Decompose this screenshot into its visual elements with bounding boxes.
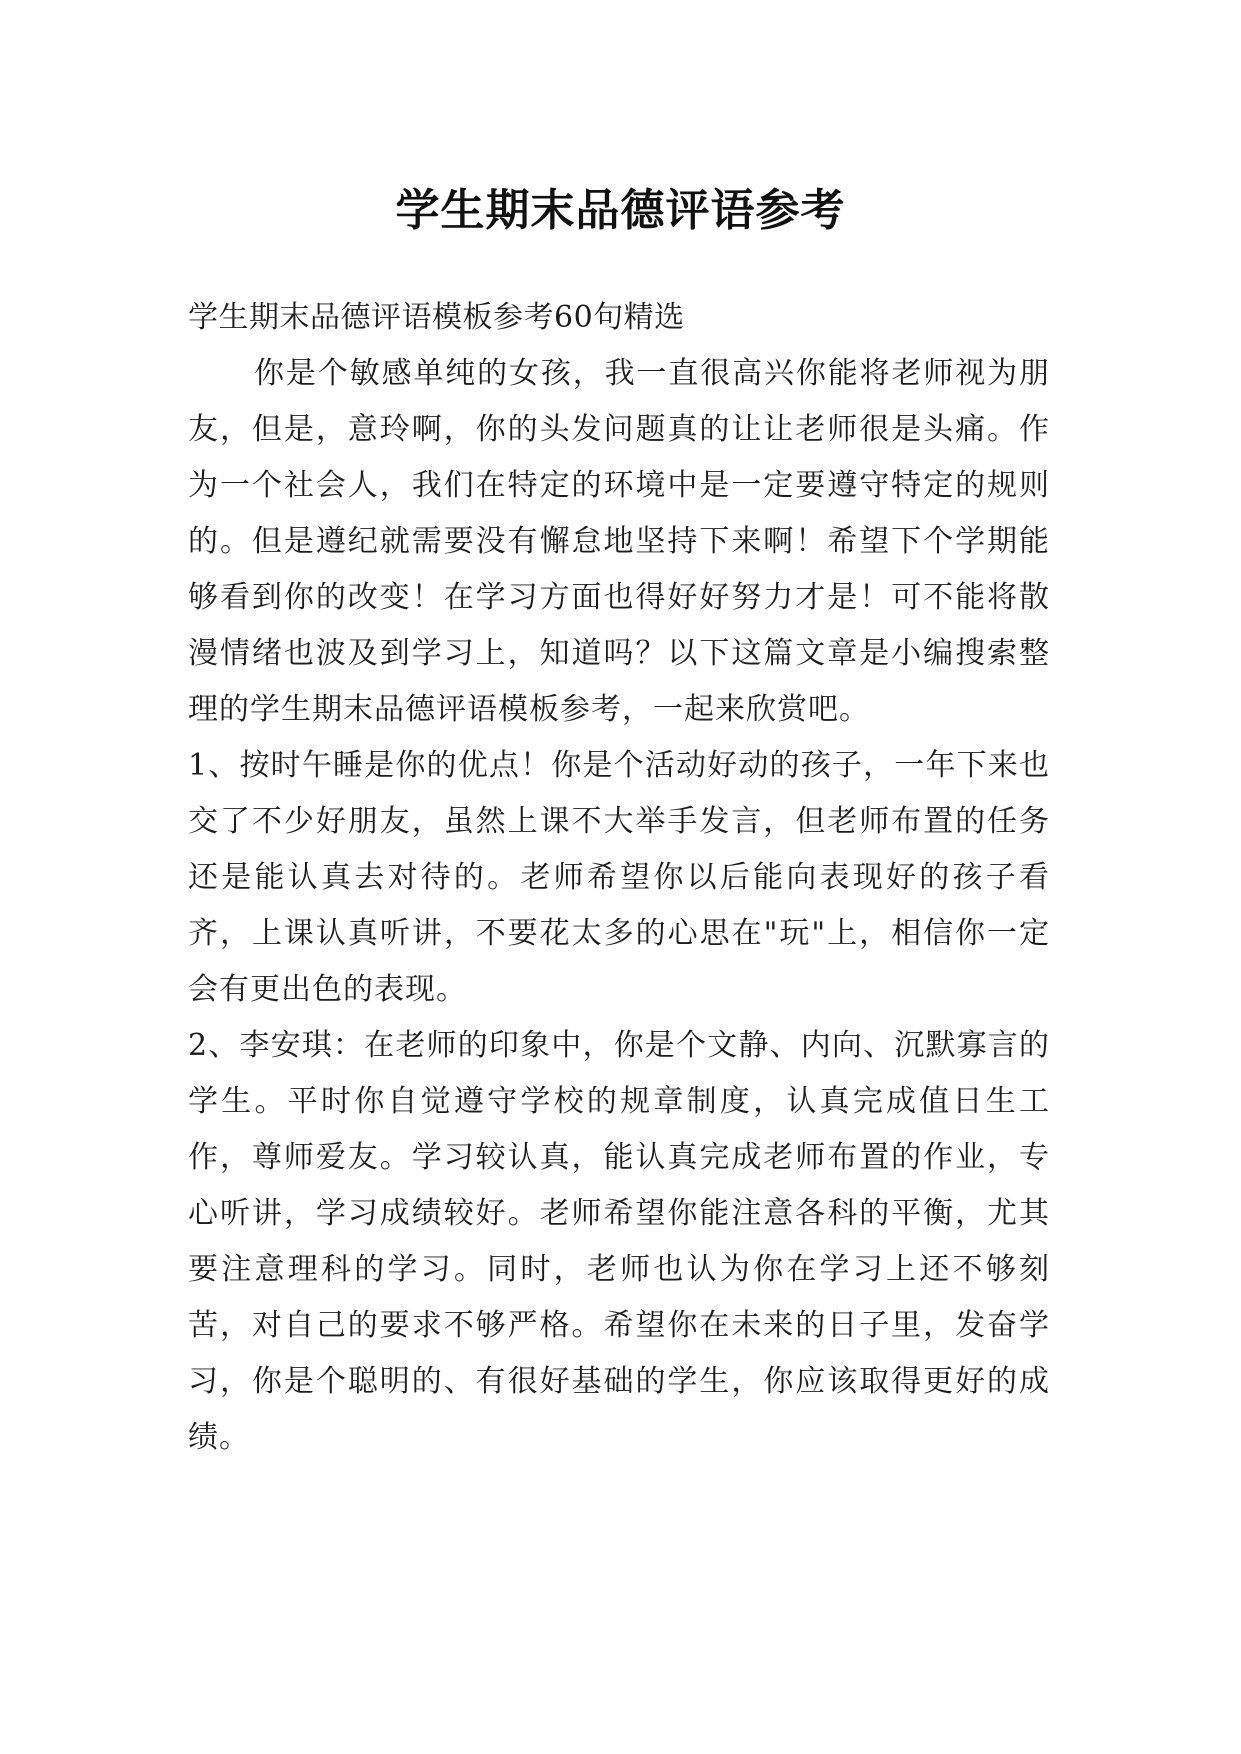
document-body — [188, 290, 1050, 1466]
comment-item-2: 2、李安琪：在老师的印象中，你是个文静、内向、沉默寡言的学生。平时你自觉遵守学校的规章制度，认真完成值日生工作，尊师爱友。学习较认真，能认真完成老师布置的作业，专心听讲，学习成绩较好。老师希望你能注意各科的平衡，尤其要注意理科的学习。同时，老师也认为你在学习上还不够刻苦，对自己的要求不够严格。希望你在未来的日子里，发奋学习，你是个聪明的、有很好基础的学生，你应该取得更好的成绩。 — [188, 1028, 1050, 1455]
intro-paragraph: 你是个敏感单纯的女孩，我一直很高兴你能将老师视为朋友，但是，意玲啊，你的头发问题真的让让老师很是头痛。作为一个社会人，我们在特定的环境中是一定要遵守特定的规则的。但是遵纪就需要没有懈怠地坚持下来啊！希望下个学期能够看到你的改变！在学习方面也得好好努力才是！可不能将散漫情绪也波及到学习上，知道吗？以下这篇文章是小编搜索整理的学生期末品德评语模板参考，一起来欣赏吧。 — [188, 356, 1050, 727]
document-subtitle: 学生期末品德评语模板参考60句精选 — [188, 300, 685, 335]
page-title: 学生期末品德评语参考 — [395, 185, 846, 237]
comment-item-1: 1、按时午睡是你的优点！你是个活动好动的孩子，一年下来也交了不少好朋友，虽然上课不大举手发言，但老师布置的任务还是能认真去对待的。老师希望你以后能向表现好的孩子看齐，上课认真听讲，不要花太多的心思在"玩"上，相信你一定会有更出色的表现。 — [188, 748, 1050, 1007]
